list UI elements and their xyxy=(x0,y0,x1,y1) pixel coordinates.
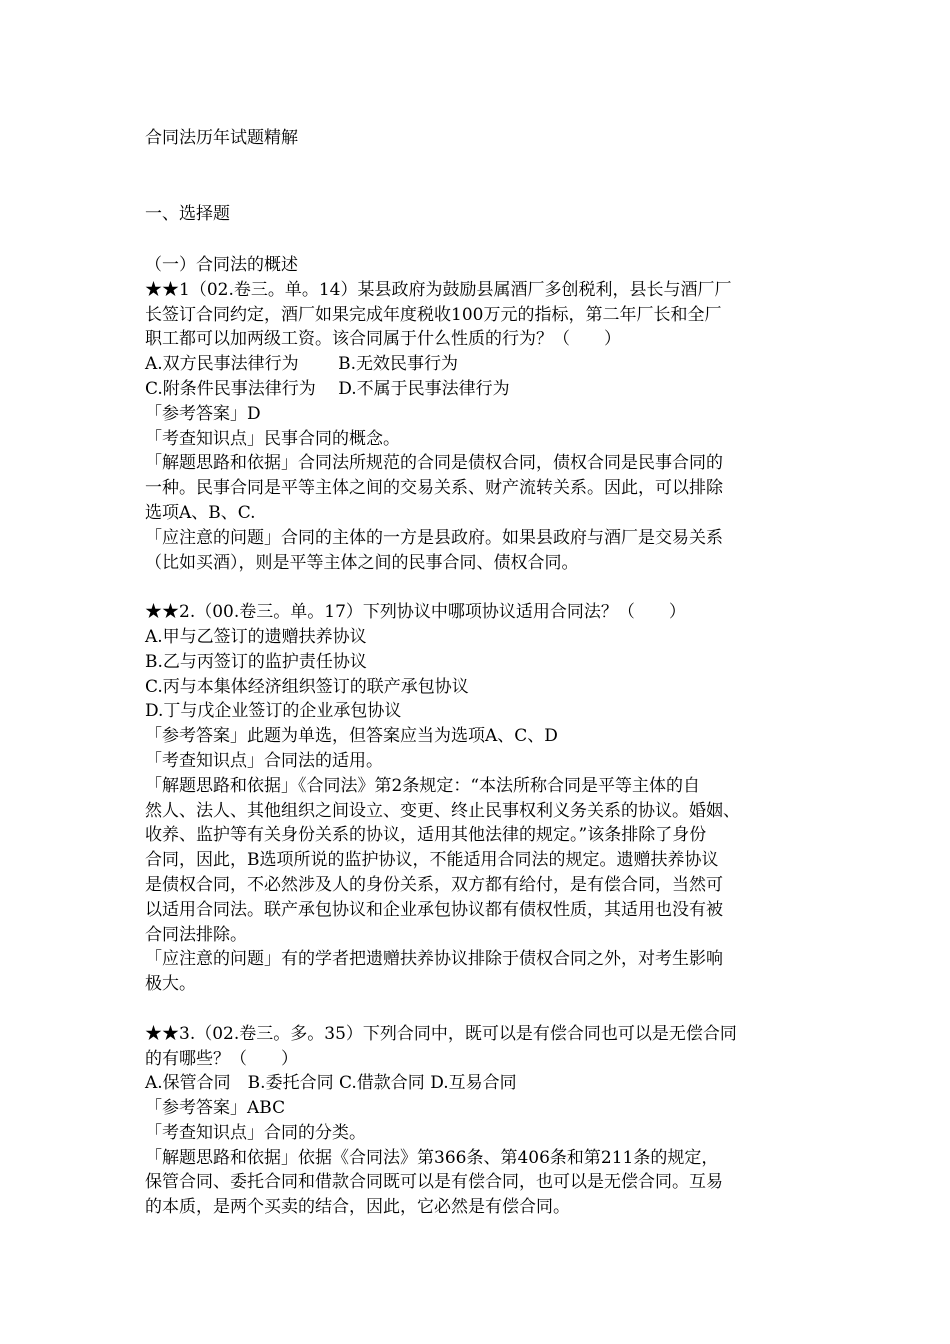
text-line: 保管合同、委托合同和借款合同既可以是有偿合同，也可以是无偿合同。互易 xyxy=(145,1172,723,1193)
text-line: （比如买酒），则是平等主体之间的民事合同、债权合同。 xyxy=(145,552,579,573)
text-line: C.附条件民事法律行为 D.不属于民事法律行为 xyxy=(145,378,510,399)
text-line: A.双方民事法律行为 B.无效民事行为 xyxy=(145,354,458,375)
text-line: 「考查知识点」合同的分类。 xyxy=(145,1122,366,1143)
text-line: D.丁与戊企业签订的企业承包协议 xyxy=(145,701,402,722)
text-line: 「应注意的问题」合同的主体的一方是县政府。如果县政府与酒厂是交易关系 xyxy=(145,527,723,548)
text-line: 「考查知识点」民事合同的概念。 xyxy=(145,428,400,449)
text-line: 是债权合同，不必然涉及人的身份关系，双方都有给付，是有偿合同，当然可 xyxy=(145,874,723,895)
text-line: 的本质，是两个买卖的结合，因此，它必然是有偿合同。 xyxy=(145,1197,570,1218)
text-line: 「解题思路和依据」《合同法》第2条规定：“本法所称合同是平等主体的自 xyxy=(145,775,701,796)
text-line: 极大。 xyxy=(145,974,196,995)
text-line: ★★3.（02.卷三。多。35）下列合同中，既可以是有偿合同也可以是无偿合同 xyxy=(145,1023,737,1044)
document-body xyxy=(145,253,810,1220)
text-line: 「考查知识点」合同法的适用。 xyxy=(145,750,383,771)
text-line: 「解题思路和依据」合同法所规范的合同是债权合同，债权合同是民事合同的 xyxy=(145,453,723,474)
document-title: 合同法历年试题精解 xyxy=(145,128,298,148)
text-line: 「参考答案」此题为单选，但答案应当为选项A、C、D xyxy=(145,726,558,747)
text-line: 的有哪些？（ ） xyxy=(145,1048,298,1069)
text-line: （一）合同法的概述 xyxy=(145,255,298,275)
paragraph-gap xyxy=(145,997,810,1022)
text-line: 合同，因此，B选项所说的监护协议，不能适用合同法的规定。遗赠扶养协议 xyxy=(145,850,719,871)
text-line: C.丙与本集体经济组织签订的联产承包协议 xyxy=(145,676,469,697)
text-line: 长签订合同约定，酒厂如果完成年度税收100万元的指标，第二年厂长和全厂 xyxy=(145,304,722,325)
text-line: 一种。民事合同是平等主体之间的交易关系、财产流转关系。因此，可以排除 xyxy=(145,478,723,499)
text-line: 选项A、B、C. xyxy=(145,502,256,523)
text-line: 合同法排除。 xyxy=(145,924,247,945)
text-line: B.乙与丙签订的监护责任协议 xyxy=(145,651,367,672)
text-line: A.保管合同 B.委托合同 C.借款合同 D.互易合同 xyxy=(145,1073,517,1094)
text-line: ★★1（02.卷三。单。14）某县政府为鼓励县属酒厂多创税利，县长与酒厂厂 xyxy=(145,279,732,300)
text-line: 然人、法人、其他组织之间设立、变更、终止民事权利义务关系的协议。婚姻、 xyxy=(145,800,740,821)
paragraph-gap xyxy=(145,575,810,600)
text-line: 以适用合同法。联产承包协议和企业承包协议都有债权性质，其适用也没有被 xyxy=(145,899,723,920)
text-line: 「应注意的问题」有的学者把遗赠扶养协议排除于债权合同之外，对考生影响 xyxy=(145,949,723,970)
text-line: ★★2.（00.卷三。单。17）下列协议中哪项协议适用合同法？（ ） xyxy=(145,602,686,623)
section-heading: 一、选择题 xyxy=(145,204,230,224)
text-line: 职工都可以加两级工资。该合同属于什么性质的行为？（ ） xyxy=(145,329,621,350)
text-line: 「参考答案」ABC xyxy=(145,1098,286,1119)
text-line: A.甲与乙签订的遗赠扶养协议 xyxy=(145,626,367,647)
text-line: 「参考答案」D xyxy=(145,403,261,424)
text-line: 「解题思路和依据」依据《合同法》第366条、第406条和第211条的规定， xyxy=(145,1147,719,1168)
text-line: 收养、监护等有关身份关系的协议，适用其他法律的规定。”该条排除了身份 xyxy=(145,825,707,846)
